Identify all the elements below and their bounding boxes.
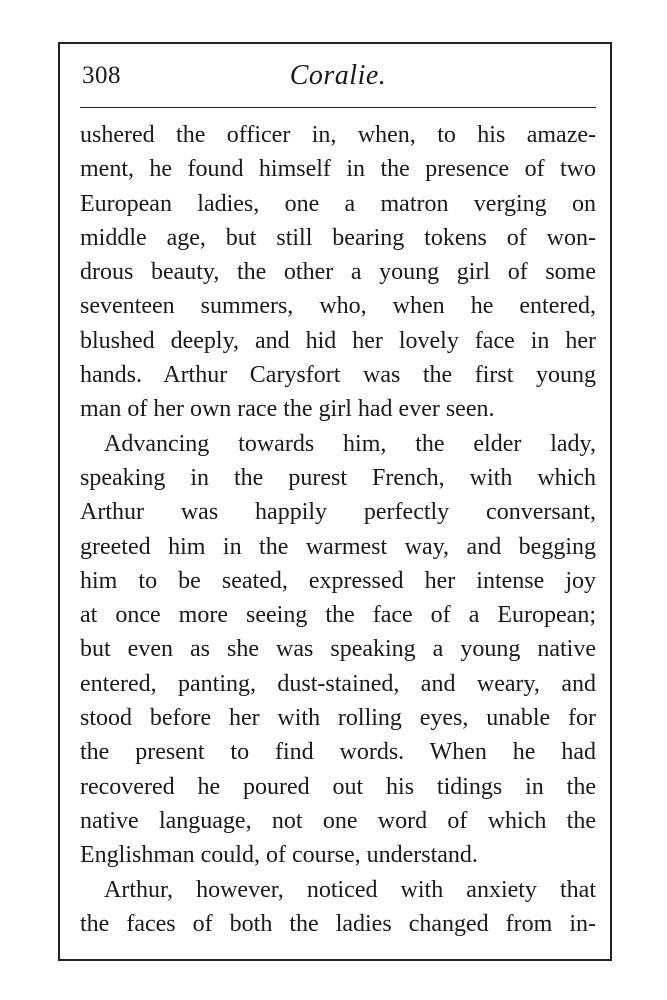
page-header: [80, 58, 596, 102]
text-line: Englishman could, of course, understand.: [80, 842, 478, 869]
text-line: him to be seated, expressed her intense joy: [80, 567, 596, 594]
text-line: blushed deeply, and hid her lovely face in her: [80, 327, 596, 354]
text-line: Arthur, however, noticed with anxiety that: [104, 876, 596, 903]
text-line: speaking in the purest French, with which: [80, 464, 596, 491]
text-line: ment, he found himself in the presence of two: [80, 156, 596, 183]
running-title: Coralie.: [289, 60, 387, 91]
text-line: Advancing towards him, the elder lady,: [104, 430, 596, 457]
text-line: middle age, but still bearing tokens of won-: [80, 224, 596, 251]
header-rule: [80, 107, 596, 108]
page-number: 308: [82, 62, 121, 89]
text-line: drous beauty, the other a young girl of some: [80, 259, 596, 286]
text-line: ushered the officer in, when, to his amaze-: [80, 122, 596, 148]
text-line: the present to find words. When he had: [80, 739, 596, 766]
text-line: native language, not one word of which the: [80, 807, 596, 834]
text-line: but even as she was speaking a young native: [80, 636, 596, 663]
text-line: stood before her with rolling eyes, unable for: [80, 705, 596, 732]
text-line: hands. Arthur Carysfort was the first young: [80, 362, 596, 389]
text-line: man of her own race the girl had ever seen.: [80, 396, 495, 423]
text-line: the faces of both the ladies changed from in-: [80, 910, 596, 937]
text-line: seventeen summers, who, when he entered,: [80, 293, 596, 320]
text-line: greeted him in the warmest way, and begging: [80, 533, 596, 560]
text-line: at once more seeing the face of a European;: [80, 602, 596, 629]
text-line: entered, panting, dust-stained, and weary, and: [80, 670, 596, 697]
text-line: Arthur was happily perfectly conversant,: [80, 499, 596, 526]
text-line: recovered he poured out his tidings in the: [80, 773, 596, 800]
text-line: European ladies, one a matron verging on: [80, 190, 596, 217]
body-text: [80, 118, 596, 941]
